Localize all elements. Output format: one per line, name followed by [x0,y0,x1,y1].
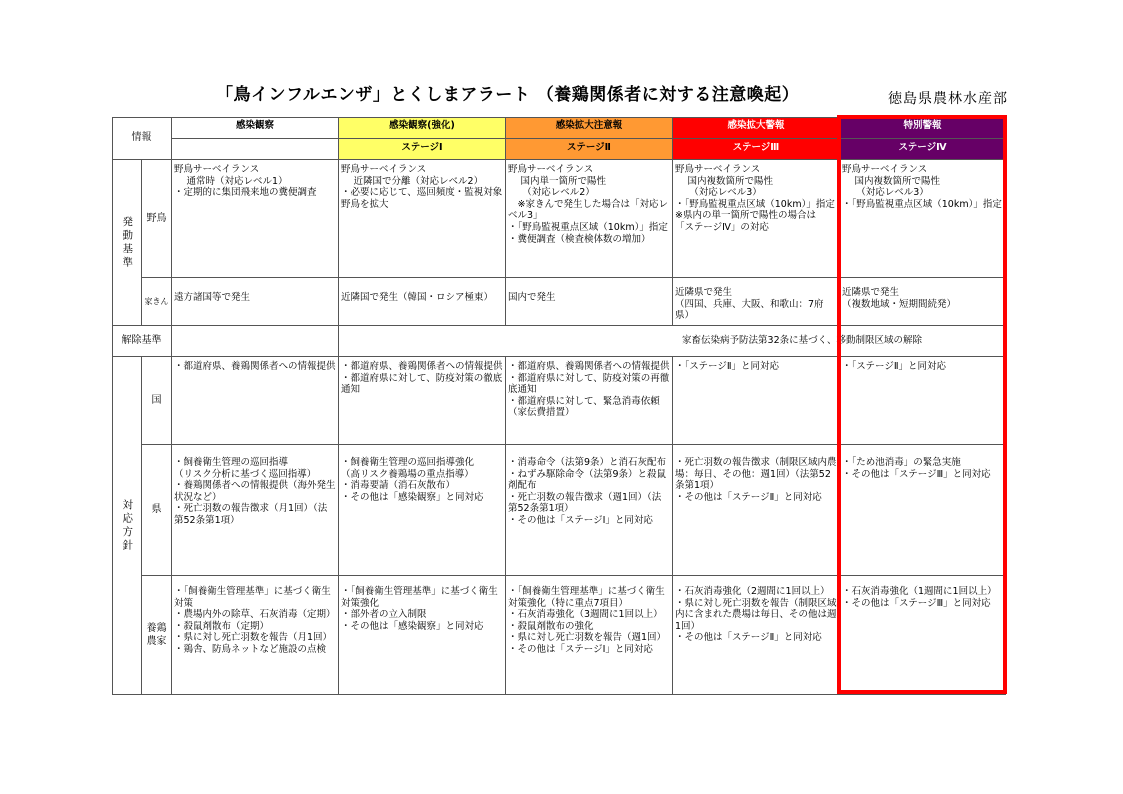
text-line: （リスク分析に基づく巡回指導） [174,468,317,480]
text-line: ・都道府県、養鶏関係者への情報提供 [341,361,503,372]
text-line: 国内で発生 [508,292,556,303]
farmers-stage-1 [339,576,506,695]
stage-4-name: 特別警報 [840,117,1006,139]
stage-3-level: ステージⅢ [673,139,840,160]
text-line: ・飼養衛生管理の巡回指導強化 [341,457,475,468]
stage-2-level: ステージⅡ [506,139,673,160]
text-line: ・石灰消毒強化（3週間に1回以上） [508,609,663,621]
row-label-prefecture: 県 [142,445,172,576]
text-line: ・ねずみ駆除命令（法第9条）と殺鼠剤配布 [508,468,667,492]
text-line: 野鳥サーベイランス [341,164,427,175]
text-line: 野鳥サーベイランス [675,164,761,175]
stage-3-name: 感染拡大警報 [673,117,840,139]
wild-birds-stage-1 [339,160,506,278]
poultry-stage-0 [172,278,339,326]
row-label-national: 国 [142,357,172,445]
text-line: ・「野鳥監視重点区域（10km）」指定 [508,221,668,233]
prefecture-stage-0 [172,445,339,576]
header-info-label: 情報 [112,117,172,160]
row-label-poultry-farmers [142,576,172,695]
text-line: ・県に対し死亡羽数を報告（制限区域内に含まれた農場は毎日、その他は週1回） [675,597,837,632]
text-line: ・必要に応じて、巡回頻度・監視対象野鳥を拡大 [341,187,503,210]
national-stage-0 [172,357,339,445]
text-line: ・その他は「ステージⅠ」と同対応 [508,643,653,655]
text-line: ・その他は「ステージⅢ」と同対応 [842,468,991,480]
text-line: ・鶏舎、防鳥ネットなど施設の点検 [174,643,327,655]
trigger-criteria-text: 発動基準 [121,215,134,270]
text-line: ・死亡羽数の報告徴求（制限区域内農場：毎日、その他：週1回）（法第52条第1項） [675,457,837,492]
text-line: 国内単一箇所で陽性 [508,175,607,187]
text-line: 近隣県で発生 [842,287,900,298]
text-line: ・「ステージⅡ」と同対応 [842,361,947,372]
text-line: ・「飼養衛生管理基準」に基づく衛生対策 [174,586,331,609]
text-line: ・「ため池消毒」の緊急実施 [842,457,961,468]
text-line: ・糞便調査（検査検体数の増加） [508,233,651,245]
text-line: ・「飼養衛生管理基準」に基づく衛生対策強化（特に重点7項目） [508,586,665,609]
text-line: ・消毒命令（法第9条）と消石灰配布 [508,457,667,468]
poultry-stage-2 [506,278,673,326]
text-line: 国内複数箇所で陽性 [675,175,774,187]
text-line: ・「野鳥監視重点区域（10km）」指定 [842,198,1002,210]
text-line: ・消毒要請（消石灰散布） [341,480,456,492]
text-line: ・都道府県、養鶏関係者への情報提供 [508,361,670,372]
farmers-stage-0 [172,576,339,695]
text-line: ・その他は「感染観察」と同対応 [341,620,484,632]
text-line: ・死亡羽数の報告徴求（月1回）（法第52条第1項） [174,503,328,526]
text-line: ・部外者の立入制限 [341,609,427,621]
national-stage-2 [506,357,673,445]
text-line: ・殺鼠剤散布（定期） [174,620,270,632]
prefecture-stage-1 [339,445,506,576]
text-line: ・その他は「感染観察」と同対応 [341,491,484,503]
text-line: ※家きんで発生した場合は「対応レベル3」 [508,198,668,222]
text-line: 近隣県で発生 [675,287,733,298]
text-line: ・都道府県に対して、緊急消毒依頼（家伝費措置） [508,395,660,419]
text-line: 遠方諸国等で発生 [174,292,251,303]
text-line: （対応レベル3） [842,187,929,199]
national-stage-1 [339,357,506,445]
department-name: 徳島県農林水産部 [888,91,1008,107]
text-line: ・都道府県に対して、防疫対策の再徹底通知 [508,372,670,396]
stage-0-level [172,139,339,160]
row-label-wild-birds: 野鳥 [142,160,172,278]
trigger-criteria-label [112,160,142,326]
poultry-farmers-text: 養鶏農家 [146,623,167,647]
text-line: ・定期的に集団飛来地の糞便調査 [174,187,317,199]
farmers-stage-4 [840,576,1006,695]
text-line: （高リスク養鶏場の重点指導） [341,468,474,480]
release-criteria-stage-0 [172,326,339,357]
document-title: 「鳥インフルエンザ」とくしまアラート （養鶏関係者に対する注意喚起） [216,85,800,105]
release-criteria-label: 解除基準 [112,326,172,357]
text-line: 近隣国で発生（韓国・ロシア極東） [341,292,494,303]
text-line: 国内複数箇所で陽性 [842,175,941,187]
text-line: ・その他は「ステージⅠ」と同対応 [508,514,653,526]
text-line: 「ステージⅣ」の対応 [675,221,769,233]
text-line: ・都道府県、養鶏関係者への情報提供 [174,361,336,372]
text-line: ・農場内外の除草、石灰消毒（定期） [174,609,336,621]
poultry-stage-4 [840,278,1006,326]
text-line: ※県内の単一箇所で陽性の場合は [675,210,816,222]
text-line: ・石灰消毒強化（1週間に1回以上） [842,586,997,597]
text-line: ・「飼養衛生管理基準」に基づく衛生対策強化 [341,586,498,609]
text-line: ・県に対し死亡羽数を報告（週1回） [508,632,667,644]
text-line: 野鳥サーベイランス [508,164,594,175]
text-line: ・県に対し死亡羽数を報告（月1回） [174,632,333,644]
stage-1-level: ステージⅠ [339,139,506,160]
text-line: （対応レベル2） [508,187,595,199]
text-line: 近隣国で分離（対応レベル2） [341,175,484,187]
text-line: ・殺鼠剤散布の強化 [508,620,594,632]
text-line: ・その他は「ステージⅡ」と同対応 [675,632,822,644]
wild-birds-stage-2 [506,160,673,278]
text-line: 野鳥サーベイランス [174,164,260,175]
prefecture-stage-4 [840,445,1006,576]
prefecture-stage-3 [673,445,840,576]
release-criteria-text-cell [339,326,1006,357]
text-line: （複数地域・短期間続発） [842,298,957,310]
wild-birds-stage-4 [840,160,1006,278]
prefecture-stage-2 [506,445,673,576]
farmers-stage-2 [506,576,673,695]
text-line: ・「野鳥監視重点区域（10km）」指定 [675,198,835,210]
text-line: ・「ステージⅡ」と同対応 [675,361,780,372]
wild-birds-stage-0 [172,160,339,278]
response-policy-label [112,357,142,695]
wild-birds-stage-3 [673,160,840,278]
stage-4-level: ステージⅣ [840,139,1006,160]
response-policy-text: 対応方針 [121,498,134,553]
row-label-poultry: 家きん [142,278,172,326]
text-line: （四国、兵庫、大阪、和歌山：7府県） [675,298,824,322]
release-criteria-text: 家畜伝染病予防法第32条に基づく、移動制限区域の解除 [682,335,922,347]
text-line: ・その他は「ステージⅢ」と同対応 [842,597,991,609]
text-line: ・養鶏関係者への情報提供（海外発生状況など） [174,480,336,503]
text-line: ・石灰消毒強化（2週間に1回以上） [675,586,830,597]
national-stage-3 [673,357,840,445]
text-line: （対応レベル3） [675,187,762,199]
text-line: ・都道府県に対して、防疫対策の徹底通知 [341,372,503,396]
farmers-stage-3 [673,576,840,695]
text-line: ・その他は「ステージⅡ」と同対応 [675,491,822,503]
poultry-stage-3 [673,278,840,326]
alert-table [112,117,1006,695]
poultry-stage-1 [339,278,506,326]
stage-0-name: 感染観察 [172,117,339,139]
text-line: 通常時（対応レベル1） [174,175,288,187]
text-line: ・死亡羽数の報告徴求（週1回）（法第52条第1項） [508,491,662,515]
stage-1-name: 感染観察(強化) [339,117,506,139]
national-stage-4 [840,357,1006,445]
stage-2-name: 感染拡大注意報 [506,117,673,139]
text-line: ・飼養衛生管理の巡回指導 [174,457,289,468]
text-line: 野鳥サーベイランス [842,164,928,175]
